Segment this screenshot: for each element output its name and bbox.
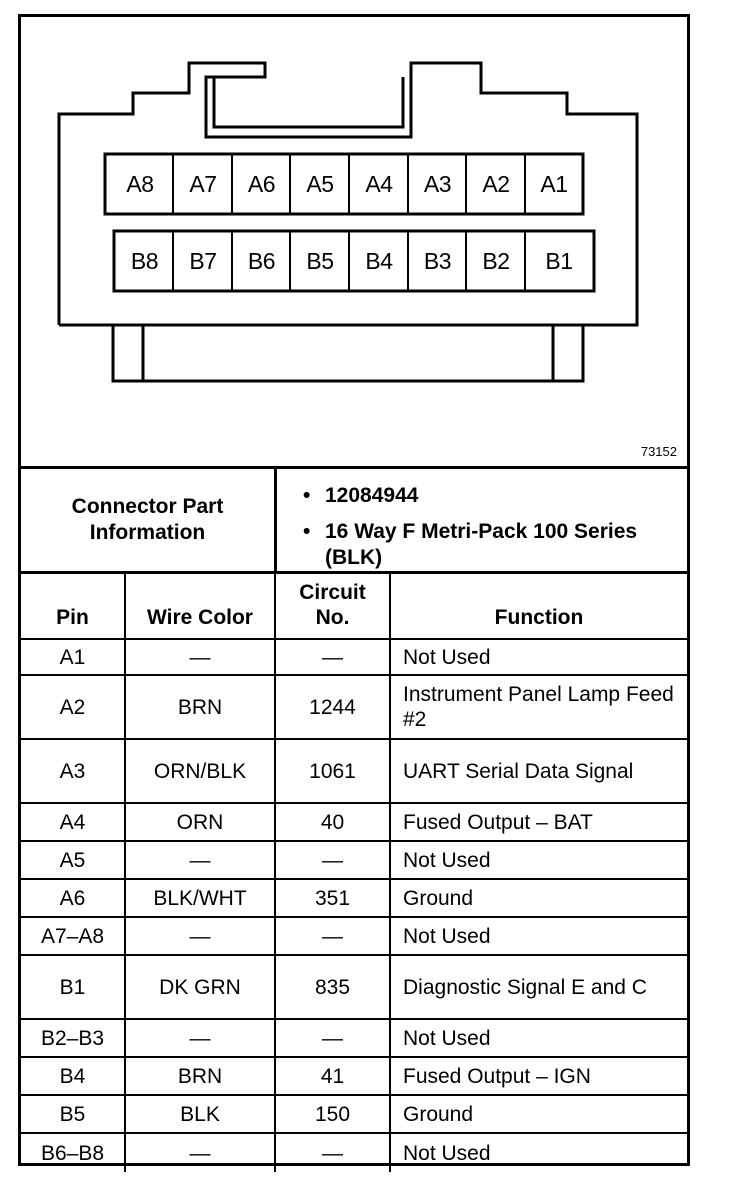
bullet-icon: • xyxy=(303,484,311,507)
cell-circuit-no: — xyxy=(276,842,391,878)
cell-wire-color: — xyxy=(126,1134,276,1172)
bullet-icon: • xyxy=(303,520,311,543)
connector-end-view-card xyxy=(18,14,690,1166)
connector-latch xyxy=(214,77,403,127)
pin-a7: A7 xyxy=(189,170,217,197)
cell-pin: A4 xyxy=(21,804,126,840)
pin-b4: B4 xyxy=(365,247,393,274)
cell-pin: A1 xyxy=(21,640,126,674)
table-row xyxy=(21,842,687,880)
pin-b1: B1 xyxy=(545,247,573,274)
cell-circuit-no: 1061 xyxy=(276,740,391,802)
cell-function: Diagnostic Signal E and C xyxy=(403,975,647,999)
table-row xyxy=(21,740,687,804)
cell-function: UART Serial Data Signal xyxy=(403,759,634,783)
connector-type-item xyxy=(299,519,677,571)
cell-pin: A2 xyxy=(21,676,126,738)
pin-b2: B2 xyxy=(482,247,510,274)
pinout-table xyxy=(21,574,687,1172)
table-row xyxy=(21,1096,687,1134)
cell-circuit-no: — xyxy=(276,640,391,674)
pin-b7: B7 xyxy=(189,247,217,274)
cell-wire-color: — xyxy=(126,918,276,954)
connector-diagram xyxy=(21,17,687,466)
cell-wire-color: BLK xyxy=(126,1096,276,1132)
cell-wire-color: — xyxy=(126,842,276,878)
pin-a3: A3 xyxy=(423,170,452,197)
cell-wire-color: DK GRN xyxy=(126,956,276,1018)
table-body xyxy=(21,640,687,1172)
pin-b5: B5 xyxy=(306,247,334,274)
connector-type: 16 Way F Metri-Pack 100 Series (BLK) xyxy=(325,520,638,569)
table-row xyxy=(21,676,687,740)
pin-b3: B3 xyxy=(423,247,452,274)
cell-function: Not Used xyxy=(403,645,491,669)
cell-function: Not Used xyxy=(403,1141,491,1165)
part-number-item xyxy=(299,483,677,509)
cell-wire-color: BRN xyxy=(126,1058,276,1094)
cell-pin: B2–B3 xyxy=(21,1020,126,1056)
cell-pin: A5 xyxy=(21,842,126,878)
cell-circuit-no: 351 xyxy=(276,880,391,916)
pin-a4: A4 xyxy=(365,170,393,197)
pin-b8: B8 xyxy=(130,247,159,274)
cell-wire-color: BLK/WHT xyxy=(126,880,276,916)
cell-circuit-no: 40 xyxy=(276,804,391,840)
cell-function: Fused Output – BAT xyxy=(403,810,593,834)
table-row xyxy=(21,1058,687,1096)
pin-a5: A5 xyxy=(306,170,334,197)
cell-wire-color: ORN xyxy=(126,804,276,840)
pin-a1: A1 xyxy=(540,170,568,197)
table-row xyxy=(21,880,687,918)
pin-a8: A8 xyxy=(126,170,154,197)
cell-circuit-no: — xyxy=(276,1134,391,1172)
header-function: Function xyxy=(494,606,584,629)
cell-pin: A6 xyxy=(21,880,126,916)
pin-b6: B6 xyxy=(247,247,276,274)
cell-function: Instrument Panel Lamp Feed #2 xyxy=(403,683,674,731)
cell-function: Ground xyxy=(403,1102,474,1126)
cell-pin: B1 xyxy=(21,956,126,1018)
cell-wire-color: ORN/BLK xyxy=(126,740,276,802)
table-row xyxy=(21,918,687,956)
cell-wire-color: BRN xyxy=(126,676,276,738)
cell-pin: B6–B8 xyxy=(21,1134,126,1172)
cell-wire-color: — xyxy=(126,1020,276,1056)
connector-part-info xyxy=(21,466,687,574)
header-pin: Pin xyxy=(21,574,126,638)
cell-pin: B4 xyxy=(21,1058,126,1094)
cell-pin: B5 xyxy=(21,1096,126,1132)
cell-function: Not Used xyxy=(403,848,491,872)
cell-pin: A3 xyxy=(21,740,126,802)
cell-function: Fused Output – IGN xyxy=(403,1064,591,1088)
table-row xyxy=(21,640,687,676)
part-number: 12084944 xyxy=(325,484,419,507)
table-row xyxy=(21,804,687,842)
connector-part-info-list xyxy=(299,483,677,581)
cell-circuit-no: 41 xyxy=(276,1058,391,1094)
cell-function: Not Used xyxy=(403,1026,491,1050)
connector-bottom-tab xyxy=(113,325,583,381)
table-row xyxy=(21,1134,687,1172)
table-header-row xyxy=(21,574,687,640)
cell-function: Not Used xyxy=(403,924,491,948)
table-row xyxy=(21,1020,687,1058)
header-circuit-no: Circuit No. xyxy=(276,574,391,638)
cell-pin: A7–A8 xyxy=(21,918,126,954)
pin-a6: A6 xyxy=(247,170,276,197)
cell-wire-color: — xyxy=(126,640,276,674)
cell-circuit-no: 1244 xyxy=(276,676,391,738)
pin-a2: A2 xyxy=(482,170,510,197)
table-row xyxy=(21,956,687,1020)
cell-function: Ground xyxy=(403,886,474,910)
connector-part-info-label: Connector Part Information xyxy=(21,469,277,571)
cell-circuit-no: 835 xyxy=(276,956,391,1018)
cell-circuit-no: 150 xyxy=(276,1096,391,1132)
figure-reference-number: 73152 xyxy=(640,444,677,459)
cell-circuit-no: — xyxy=(276,918,391,954)
cell-circuit-no: — xyxy=(276,1020,391,1056)
header-wire-color: Wire Color xyxy=(126,574,276,638)
